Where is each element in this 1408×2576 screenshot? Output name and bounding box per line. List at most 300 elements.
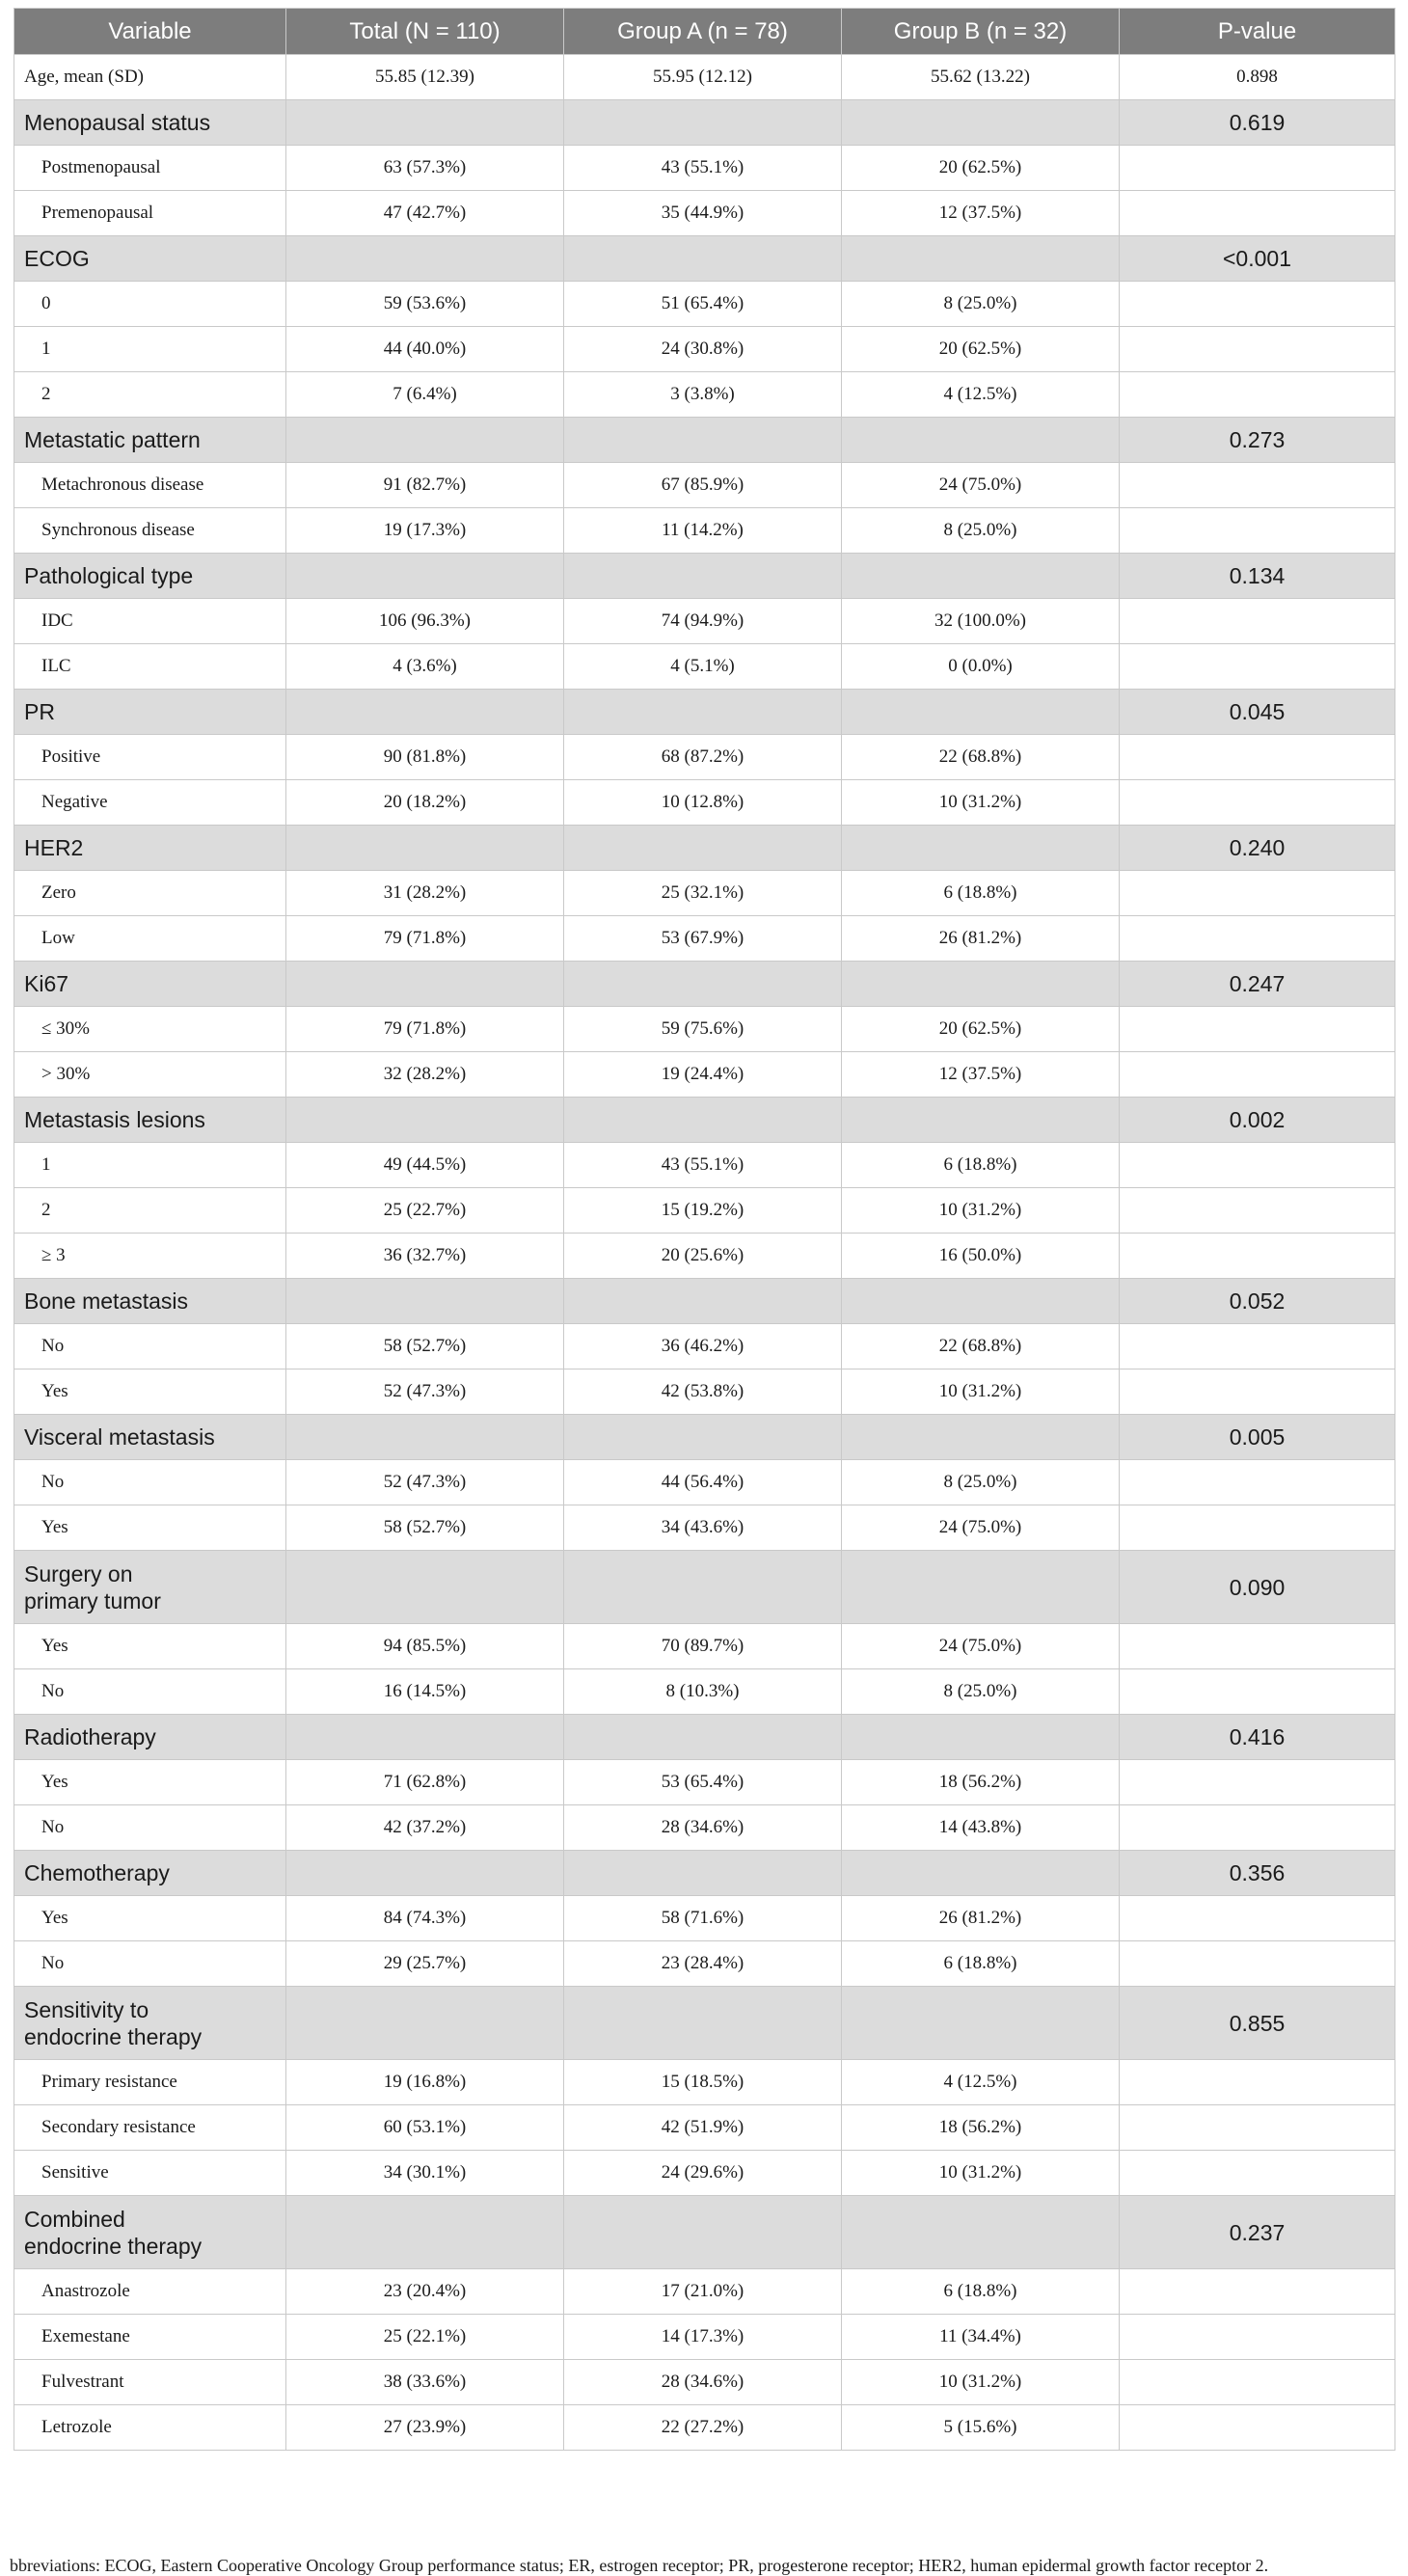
row-value: 22 (68.8%): [842, 735, 1120, 780]
row-label: 1: [14, 1143, 286, 1188]
table-row: [14, 1007, 1395, 1052]
empty-cell: [842, 2196, 1120, 2269]
empty-cell: [1120, 1760, 1395, 1805]
empty-cell: [842, 1098, 1120, 1143]
empty-cell: [564, 1279, 842, 1324]
row-label: Premenopausal: [14, 191, 286, 236]
empty-cell: [286, 418, 564, 463]
row-label: Anastrozole: [14, 2269, 286, 2315]
row-value: 43 (55.1%): [564, 146, 842, 191]
category-label-line: Sensitivity to: [24, 1996, 149, 2022]
row-value: 31 (28.2%): [286, 871, 564, 916]
table-row: [14, 1324, 1395, 1369]
empty-cell: [564, 236, 842, 282]
row-label: Fulvestrant: [14, 2360, 286, 2405]
row-label: Letrozole: [14, 2405, 286, 2451]
category-label: Metastatic pattern: [14, 418, 286, 463]
row-value: 27 (23.9%): [286, 2405, 564, 2451]
row-value: 51 (65.4%): [564, 282, 842, 327]
row-label: Yes: [14, 1505, 286, 1551]
row-value: 24 (30.8%): [564, 327, 842, 372]
empty-cell: [286, 1551, 564, 1624]
category-label: Bone metastasis: [14, 1279, 286, 1324]
row-value: 79 (71.8%): [286, 1007, 564, 1052]
empty-cell: [1120, 780, 1395, 826]
row-value: 6 (18.8%): [842, 1143, 1120, 1188]
row-label: No: [14, 1460, 286, 1505]
row-value: 38 (33.6%): [286, 2360, 564, 2405]
row-value: 32 (100.0%): [842, 599, 1120, 644]
row-label: 2: [14, 372, 286, 418]
row-label: Yes: [14, 1760, 286, 1805]
row-value: 16 (14.5%): [286, 1669, 564, 1715]
row-value: 58 (52.7%): [286, 1324, 564, 1369]
empty-cell: [842, 1279, 1120, 1324]
empty-cell: [1120, 1941, 1395, 1987]
empty-cell: [1120, 644, 1395, 690]
empty-cell: [564, 1415, 842, 1460]
empty-cell: [1120, 1460, 1395, 1505]
category-p-value: 0.005: [1120, 1415, 1395, 1460]
empty-cell: [1120, 1052, 1395, 1098]
empty-cell: [842, 1851, 1120, 1896]
row-value: 18 (56.2%): [842, 2105, 1120, 2151]
row-value: 8 (25.0%): [842, 1669, 1120, 1715]
table-row: [14, 1369, 1395, 1415]
empty-cell: [1120, 2060, 1395, 2105]
table-row: [14, 282, 1395, 327]
row-value: 17 (21.0%): [564, 2269, 842, 2315]
row-label: No: [14, 1669, 286, 1715]
row-value: 5 (15.6%): [842, 2405, 1120, 2451]
empty-cell: [1120, 1188, 1395, 1234]
row-value: 20 (25.6%): [564, 1234, 842, 1279]
row-value: 28 (34.6%): [564, 1805, 842, 1851]
row-value: 28 (34.6%): [564, 2360, 842, 2405]
category-header-row: [14, 690, 1395, 735]
empty-cell: [286, 1851, 564, 1896]
category-label: [14, 1987, 286, 2060]
row-value: 53 (65.4%): [564, 1760, 842, 1805]
row-value: 14 (17.3%): [564, 2315, 842, 2360]
category-label: Menopausal status: [14, 100, 286, 146]
empty-cell: [286, 690, 564, 735]
row-value: 4 (5.1%): [564, 644, 842, 690]
row-value: 36 (46.2%): [564, 1324, 842, 1369]
row-label: Age, mean (SD): [14, 55, 286, 100]
row-label: Yes: [14, 1369, 286, 1415]
empty-cell: [1120, 508, 1395, 554]
empty-cell: [286, 1987, 564, 2060]
category-p-value: 0.356: [1120, 1851, 1395, 1896]
category-label: Pathological type: [14, 554, 286, 599]
category-header-row: [14, 1279, 1395, 1324]
row-value: 42 (51.9%): [564, 2105, 842, 2151]
row-value: 71 (62.8%): [286, 1760, 564, 1805]
category-header-row: [14, 100, 1395, 146]
category-p-value: 0.052: [1120, 1279, 1395, 1324]
row-label: ≥ 3: [14, 1234, 286, 1279]
category-header-row: [14, 418, 1395, 463]
category-header-row: [14, 826, 1395, 871]
row-value: 22 (68.8%): [842, 1324, 1120, 1369]
row-value: 44 (56.4%): [564, 1460, 842, 1505]
row-value: 19 (24.4%): [564, 1052, 842, 1098]
table-row: [14, 1188, 1395, 1234]
header-group-a: Group A (n = 78): [564, 9, 842, 55]
row-value: 55.85 (12.39): [286, 55, 564, 100]
row-value: 6 (18.8%): [842, 1941, 1120, 1987]
table-row: [14, 1460, 1395, 1505]
empty-cell: [286, 2196, 564, 2269]
row-value: 70 (89.7%): [564, 1624, 842, 1669]
category-label: Ki67: [14, 962, 286, 1007]
row-value: 19 (17.3%): [286, 508, 564, 554]
empty-cell: [842, 1415, 1120, 1460]
row-value: 22 (27.2%): [564, 2405, 842, 2451]
row-value: 23 (28.4%): [564, 1941, 842, 1987]
table-row: [14, 1624, 1395, 1669]
row-value: 12 (37.5%): [842, 191, 1120, 236]
row-value: 63 (57.3%): [286, 146, 564, 191]
empty-cell: [842, 418, 1120, 463]
row-value: 58 (52.7%): [286, 1505, 564, 1551]
category-p-value: 0.855: [1120, 1987, 1395, 2060]
category-label: [14, 1551, 286, 1624]
row-value: 10 (31.2%): [842, 1369, 1120, 1415]
empty-cell: [286, 1415, 564, 1460]
category-label: Visceral metastasis: [14, 1415, 286, 1460]
row-value: 0.898: [1120, 55, 1395, 100]
table-row: [14, 1805, 1395, 1851]
empty-cell: [564, 1551, 842, 1624]
empty-cell: [564, 418, 842, 463]
row-value: 67 (85.9%): [564, 463, 842, 508]
empty-cell: [1120, 1896, 1395, 1941]
row-value: 23 (20.4%): [286, 2269, 564, 2315]
empty-cell: [1120, 1143, 1395, 1188]
table-row: [14, 463, 1395, 508]
empty-cell: [1120, 2151, 1395, 2196]
category-p-value: 0.090: [1120, 1551, 1395, 1624]
row-value: 43 (55.1%): [564, 1143, 842, 1188]
empty-cell: [1120, 1805, 1395, 1851]
row-label: Exemestane: [14, 2315, 286, 2360]
empty-cell: [564, 100, 842, 146]
category-label: PR: [14, 690, 286, 735]
characteristics-table: [14, 8, 1395, 2451]
row-value: 60 (53.1%): [286, 2105, 564, 2151]
row-value: 4 (12.5%): [842, 372, 1120, 418]
row-value: 10 (31.2%): [842, 2151, 1120, 2196]
row-value: 91 (82.7%): [286, 463, 564, 508]
row-value: 8 (25.0%): [842, 508, 1120, 554]
row-label: No: [14, 1324, 286, 1369]
header-total: Total (N = 110): [286, 9, 564, 55]
row-value: 24 (75.0%): [842, 1624, 1120, 1669]
category-label: [14, 2196, 286, 2269]
row-value: 24 (29.6%): [564, 2151, 842, 2196]
row-value: 11 (14.2%): [564, 508, 842, 554]
category-p-value: 0.416: [1120, 1715, 1395, 1760]
header-variable: Variable: [14, 9, 286, 55]
row-value: 15 (19.2%): [564, 1188, 842, 1234]
category-label-line: endocrine therapy: [24, 2023, 203, 2049]
empty-cell: [842, 100, 1120, 146]
row-label: 0: [14, 282, 286, 327]
row-value: 0 (0.0%): [842, 644, 1120, 690]
table-row: [14, 871, 1395, 916]
empty-cell: [286, 826, 564, 871]
empty-cell: [286, 1715, 564, 1760]
row-value: 35 (44.9%): [564, 191, 842, 236]
category-label: HER2: [14, 826, 286, 871]
row-label: ≤ 30%: [14, 1007, 286, 1052]
table-row: [14, 327, 1395, 372]
empty-cell: [564, 1715, 842, 1760]
empty-cell: [1120, 2405, 1395, 2451]
row-value: 44 (40.0%): [286, 327, 564, 372]
row-value: 42 (53.8%): [564, 1369, 842, 1415]
row-label: Positive: [14, 735, 286, 780]
category-p-value: 0.240: [1120, 826, 1395, 871]
header-p-value: P-value: [1120, 9, 1395, 55]
row-value: 59 (53.6%): [286, 282, 564, 327]
table-row: [14, 372, 1395, 418]
row-value: 55.95 (12.12): [564, 55, 842, 100]
header-group-b: Group B (n = 32): [842, 9, 1120, 55]
row-label: > 30%: [14, 1052, 286, 1098]
row-value: 25 (32.1%): [564, 871, 842, 916]
row-value: 20 (62.5%): [842, 146, 1120, 191]
empty-cell: [564, 1851, 842, 1896]
row-value: 58 (71.6%): [564, 1896, 842, 1941]
table-row: [14, 191, 1395, 236]
empty-cell: [1120, 599, 1395, 644]
empty-cell: [842, 962, 1120, 1007]
row-label: Synchronous disease: [14, 508, 286, 554]
category-label: ECOG: [14, 236, 286, 282]
row-value: 32 (28.2%): [286, 1052, 564, 1098]
table-row: [14, 1896, 1395, 1941]
empty-cell: [842, 826, 1120, 871]
empty-cell: [1120, 2360, 1395, 2405]
row-value: 4 (12.5%): [842, 2060, 1120, 2105]
empty-cell: [564, 1098, 842, 1143]
empty-cell: [564, 554, 842, 599]
category-p-value: 0.002: [1120, 1098, 1395, 1143]
table-row: [14, 146, 1395, 191]
empty-cell: [1120, 735, 1395, 780]
category-p-value: 0.273: [1120, 418, 1395, 463]
empty-cell: [1120, 1669, 1395, 1715]
row-label: ILC: [14, 644, 286, 690]
row-value: 49 (44.5%): [286, 1143, 564, 1188]
row-value: 52 (47.3%): [286, 1369, 564, 1415]
row-value: 8 (25.0%): [842, 1460, 1120, 1505]
row-value: 10 (31.2%): [842, 1188, 1120, 1234]
category-label: Radiotherapy: [14, 1715, 286, 1760]
row-value: 74 (94.9%): [564, 599, 842, 644]
table-row: [14, 599, 1395, 644]
category-p-value: <0.001: [1120, 236, 1395, 282]
row-value: 8 (25.0%): [842, 282, 1120, 327]
empty-cell: [1120, 327, 1395, 372]
table-row: [14, 2105, 1395, 2151]
empty-cell: [1120, 2315, 1395, 2360]
table-row: [14, 2269, 1395, 2315]
empty-cell: [1120, 463, 1395, 508]
row-label: Yes: [14, 1624, 286, 1669]
empty-cell: [564, 962, 842, 1007]
row-value: 24 (75.0%): [842, 463, 1120, 508]
row-value: 18 (56.2%): [842, 1760, 1120, 1805]
row-label: No: [14, 1805, 286, 1851]
category-label-line: primary tumor: [24, 1587, 161, 1613]
empty-cell: [1120, 1234, 1395, 1279]
category-header-row: [14, 1415, 1395, 1460]
row-label: Sensitive: [14, 2151, 286, 2196]
row-label: Secondary resistance: [14, 2105, 286, 2151]
empty-cell: [842, 1715, 1120, 1760]
row-value: 90 (81.8%): [286, 735, 564, 780]
category-label-line: endocrine therapy: [24, 2233, 203, 2259]
table-row: [14, 2405, 1395, 2451]
empty-cell: [1120, 1324, 1395, 1369]
row-label: Metachronous disease: [14, 463, 286, 508]
row-value: 4 (3.6%): [286, 644, 564, 690]
row-value: 6 (18.8%): [842, 871, 1120, 916]
row-value: 106 (96.3%): [286, 599, 564, 644]
row-value: 59 (75.6%): [564, 1007, 842, 1052]
row-label: Primary resistance: [14, 2060, 286, 2105]
category-header-row: [14, 1715, 1395, 1760]
category-header-row: [14, 1987, 1395, 2060]
table-row: [14, 1143, 1395, 1188]
category-header-row: [14, 554, 1395, 599]
empty-cell: [286, 1098, 564, 1143]
row-label: Zero: [14, 871, 286, 916]
row-value: 26 (81.2%): [842, 1896, 1120, 1941]
row-value: 94 (85.5%): [286, 1624, 564, 1669]
row-label: IDC: [14, 599, 286, 644]
category-p-value: 0.237: [1120, 2196, 1395, 2269]
row-label: Yes: [14, 1896, 286, 1941]
row-value: 14 (43.8%): [842, 1805, 1120, 1851]
category-header-row: [14, 1851, 1395, 1896]
table-row: [14, 735, 1395, 780]
table-row: [14, 1505, 1395, 1551]
row-label: 1: [14, 327, 286, 372]
category-p-value: 0.045: [1120, 690, 1395, 735]
table-row: [14, 55, 1395, 100]
row-value: 10 (12.8%): [564, 780, 842, 826]
row-label: Postmenopausal: [14, 146, 286, 191]
empty-cell: [1120, 2105, 1395, 2151]
row-value: 68 (87.2%): [564, 735, 842, 780]
empty-cell: [286, 236, 564, 282]
row-label: Negative: [14, 780, 286, 826]
empty-cell: [1120, 146, 1395, 191]
category-header-row: [14, 2196, 1395, 2269]
table-row: [14, 2315, 1395, 2360]
row-value: 25 (22.1%): [286, 2315, 564, 2360]
table-row: [14, 1052, 1395, 1098]
row-value: 6 (18.8%): [842, 2269, 1120, 2315]
row-value: 47 (42.7%): [286, 191, 564, 236]
empty-cell: [564, 2196, 842, 2269]
category-label: Chemotherapy: [14, 1851, 286, 1896]
empty-cell: [286, 100, 564, 146]
row-value: 25 (22.7%): [286, 1188, 564, 1234]
empty-cell: [1120, 282, 1395, 327]
row-value: 3 (3.8%): [564, 372, 842, 418]
category-header-row: [14, 236, 1395, 282]
category-label: Metastasis lesions: [14, 1098, 286, 1143]
row-value: 10 (31.2%): [842, 780, 1120, 826]
row-value: 20 (18.2%): [286, 780, 564, 826]
empty-cell: [842, 554, 1120, 599]
row-value: 10 (31.2%): [842, 2360, 1120, 2405]
row-value: 11 (34.4%): [842, 2315, 1120, 2360]
table-row: [14, 2360, 1395, 2405]
row-value: 20 (62.5%): [842, 327, 1120, 372]
row-value: 7 (6.4%): [286, 372, 564, 418]
empty-cell: [842, 1551, 1120, 1624]
row-value: 20 (62.5%): [842, 1007, 1120, 1052]
empty-cell: [564, 690, 842, 735]
empty-cell: [842, 690, 1120, 735]
table-row: [14, 1760, 1395, 1805]
category-p-value: 0.619: [1120, 100, 1395, 146]
empty-cell: [842, 236, 1120, 282]
table-row: [14, 916, 1395, 962]
empty-cell: [564, 1987, 842, 2060]
empty-cell: [1120, 1007, 1395, 1052]
row-value: 8 (10.3%): [564, 1669, 842, 1715]
category-p-value: 0.134: [1120, 554, 1395, 599]
row-value: 26 (81.2%): [842, 916, 1120, 962]
category-label-line: Surgery on: [24, 1560, 133, 1586]
empty-cell: [1120, 372, 1395, 418]
category-header-row: [14, 962, 1395, 1007]
category-label-line: Combined: [24, 2206, 125, 2232]
row-value: 34 (30.1%): [286, 2151, 564, 2196]
row-label: No: [14, 1941, 286, 1987]
table-row: [14, 1669, 1395, 1715]
table-row: [14, 780, 1395, 826]
row-value: 19 (16.8%): [286, 2060, 564, 2105]
table-row: [14, 1234, 1395, 1279]
category-header-row: [14, 1551, 1395, 1624]
table-header-row: [14, 9, 1395, 55]
row-value: 84 (74.3%): [286, 1896, 564, 1941]
empty-cell: [1120, 871, 1395, 916]
empty-cell: [1120, 2269, 1395, 2315]
table-footnote: bbreviations: ECOG, Eastern Cooperative Oncology Group performance status; ER, estrogen receptor; PR, progesterone receptor; HER2, human epidermal growth factor receptor 2.: [10, 2556, 1269, 2575]
row-value: 52 (47.3%): [286, 1460, 564, 1505]
category-p-value: 0.247: [1120, 962, 1395, 1007]
empty-cell: [1120, 191, 1395, 236]
row-value: 53 (67.9%): [564, 916, 842, 962]
category-header-row: [14, 1098, 1395, 1143]
row-value: 24 (75.0%): [842, 1505, 1120, 1551]
table-row: [14, 644, 1395, 690]
empty-cell: [1120, 1624, 1395, 1669]
empty-cell: [286, 962, 564, 1007]
row-value: 42 (37.2%): [286, 1805, 564, 1851]
empty-cell: [1120, 1505, 1395, 1551]
